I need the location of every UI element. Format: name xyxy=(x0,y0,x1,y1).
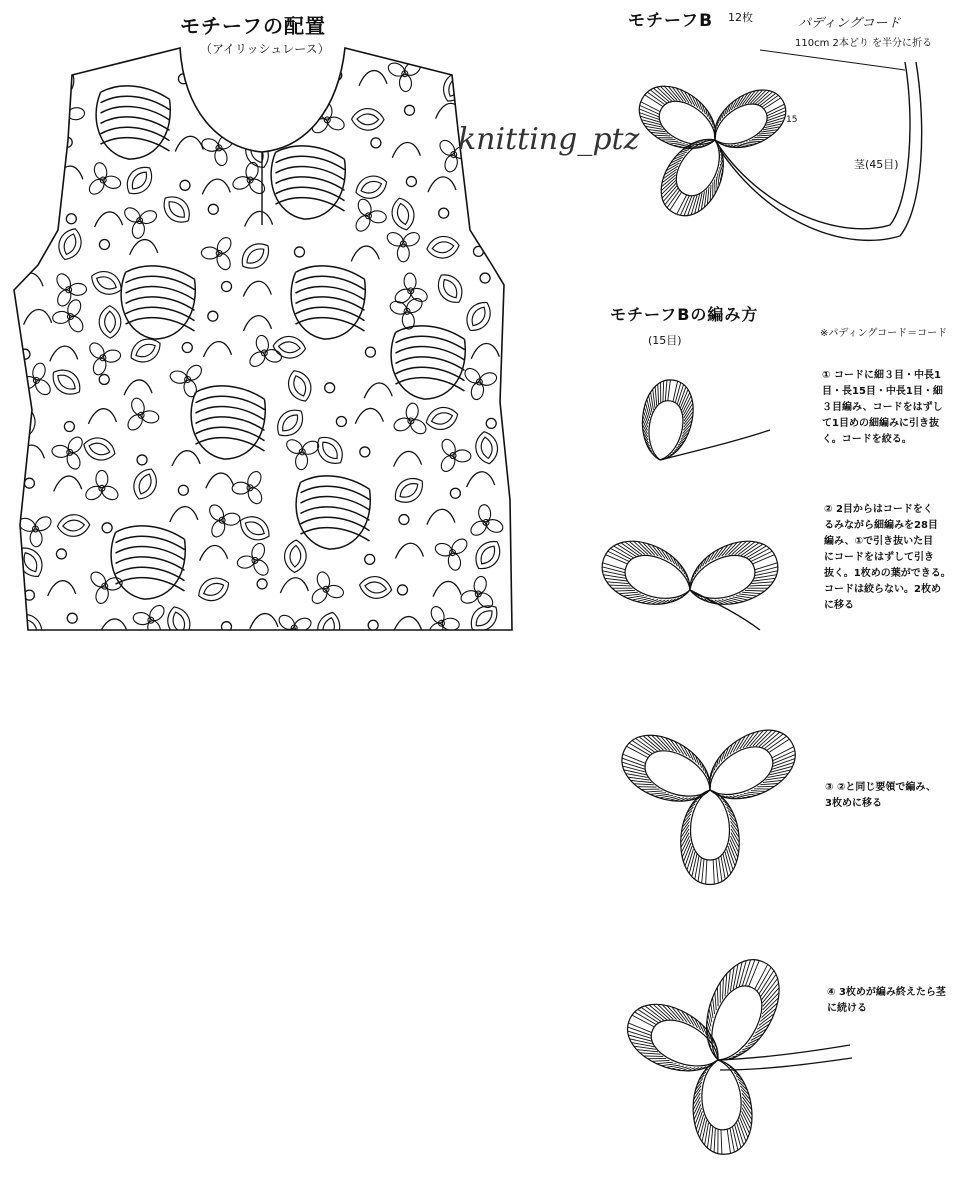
step-1-line: て1目めの細編みに引き抜 xyxy=(822,418,939,429)
step-3-text xyxy=(825,780,936,812)
stitch-tick xyxy=(755,568,778,579)
step-3-petal xyxy=(681,790,740,885)
layout-title: モチーフの配置 xyxy=(180,14,326,38)
loop-label: (15目) xyxy=(648,334,682,347)
stitch-tick xyxy=(720,1130,723,1154)
stitch-tick xyxy=(602,568,625,579)
stitch-tick xyxy=(698,858,701,882)
method-title: モチーフBの編み方 xyxy=(610,305,759,324)
step-2-cord xyxy=(690,590,760,630)
petal-outer xyxy=(681,790,740,885)
stitch-tick xyxy=(721,1061,722,1062)
step-1-line: ① コードに細３目・中長1 xyxy=(822,370,941,381)
step-4-line: に続ける xyxy=(827,1003,867,1014)
petal-outer xyxy=(612,724,722,817)
padding-cord-note: 110cm 2本どり を半分に折る xyxy=(795,38,933,49)
stitch-tick xyxy=(757,966,771,992)
step-2-line: ② 2目からはコードをく xyxy=(824,504,933,515)
stitch-tick xyxy=(716,859,718,883)
motif-b-title: モチーフB xyxy=(628,11,714,31)
step-4-petal xyxy=(689,949,792,1074)
stitch-tick xyxy=(727,1129,730,1153)
step-2-petal xyxy=(594,531,700,617)
step-2-line: 編み、①で引き抜いた目 xyxy=(824,536,934,547)
stitch-tick xyxy=(719,858,722,882)
method-note: ※パディングコード＝コード xyxy=(820,328,948,339)
step-2-text xyxy=(824,502,951,614)
petal-inner xyxy=(691,790,730,860)
stitch-tick xyxy=(612,546,635,558)
stitch-tick xyxy=(718,1055,719,1056)
step-4-petal xyxy=(689,1057,756,1156)
petal-outer xyxy=(689,1057,756,1156)
step-1-line: ３目編み、コードをはずし xyxy=(822,402,943,413)
petal-inner xyxy=(644,398,687,463)
stem-label: 茎(45目) xyxy=(854,158,899,171)
step-2-petal xyxy=(680,531,786,617)
stitch-tick xyxy=(689,852,695,874)
petal-outer xyxy=(680,531,786,617)
stitch-tick xyxy=(675,382,681,403)
stitch-tick xyxy=(673,381,678,402)
watermark-text: knitting_ptz xyxy=(458,122,640,157)
step-1-line: 目・長15目・中長1目・細 xyxy=(822,386,943,397)
stitch-tick xyxy=(745,546,768,558)
step-1-line: く。コードを絞る。 xyxy=(822,434,912,445)
stitch-tick xyxy=(702,859,704,883)
step-3-line: 3枚めに移る xyxy=(825,798,882,809)
stitch-tick xyxy=(713,860,714,884)
stitch-tick xyxy=(712,1128,717,1152)
petal-outer xyxy=(695,717,806,815)
stitch-tick xyxy=(725,852,731,874)
stitch-tick xyxy=(657,458,658,459)
step-1-petal xyxy=(636,376,699,464)
petal-outer xyxy=(594,531,700,617)
stitch-tick xyxy=(709,785,710,786)
stitch-tick xyxy=(706,860,707,884)
step-1-text xyxy=(822,368,943,448)
step-2-line: コードは絞らない。2枚め xyxy=(824,584,941,595)
motif-b-count: 12枚 xyxy=(728,11,753,24)
stitch-tick xyxy=(735,1125,741,1149)
step-4-stem xyxy=(720,1058,852,1070)
stitch-tick xyxy=(690,585,691,586)
step-3-petal xyxy=(612,724,722,817)
stitch-15-label: 15 xyxy=(786,115,798,125)
step-4-stem xyxy=(718,1045,850,1060)
step-2-line: 抜く。1枚めの葉ができる。 xyxy=(824,568,951,579)
stitch-tick xyxy=(766,736,788,750)
step-2-line: にコードをはずして引き xyxy=(824,552,934,563)
stitch-tick xyxy=(761,972,776,998)
stitch-tick xyxy=(631,740,654,753)
stitch-tick xyxy=(626,768,648,782)
step-2-line: るみながら細編みを28目 xyxy=(824,520,938,531)
step-3-line: ③ ②と同じ要領で編み、 xyxy=(825,782,937,793)
layout-subtitle: （アイリッシュレース） xyxy=(200,42,330,56)
stitch-tick xyxy=(714,1062,715,1063)
step-3-petal xyxy=(695,717,806,815)
stitch-tick xyxy=(716,1129,720,1153)
stitch-tick xyxy=(667,380,672,401)
padding-cord-label: パディングコード xyxy=(798,16,901,31)
step-4-line: ④ 3枚めが編み終えたら茎 xyxy=(827,987,946,998)
step-2-line: に移る xyxy=(824,600,854,611)
step-4-text xyxy=(827,985,946,1017)
